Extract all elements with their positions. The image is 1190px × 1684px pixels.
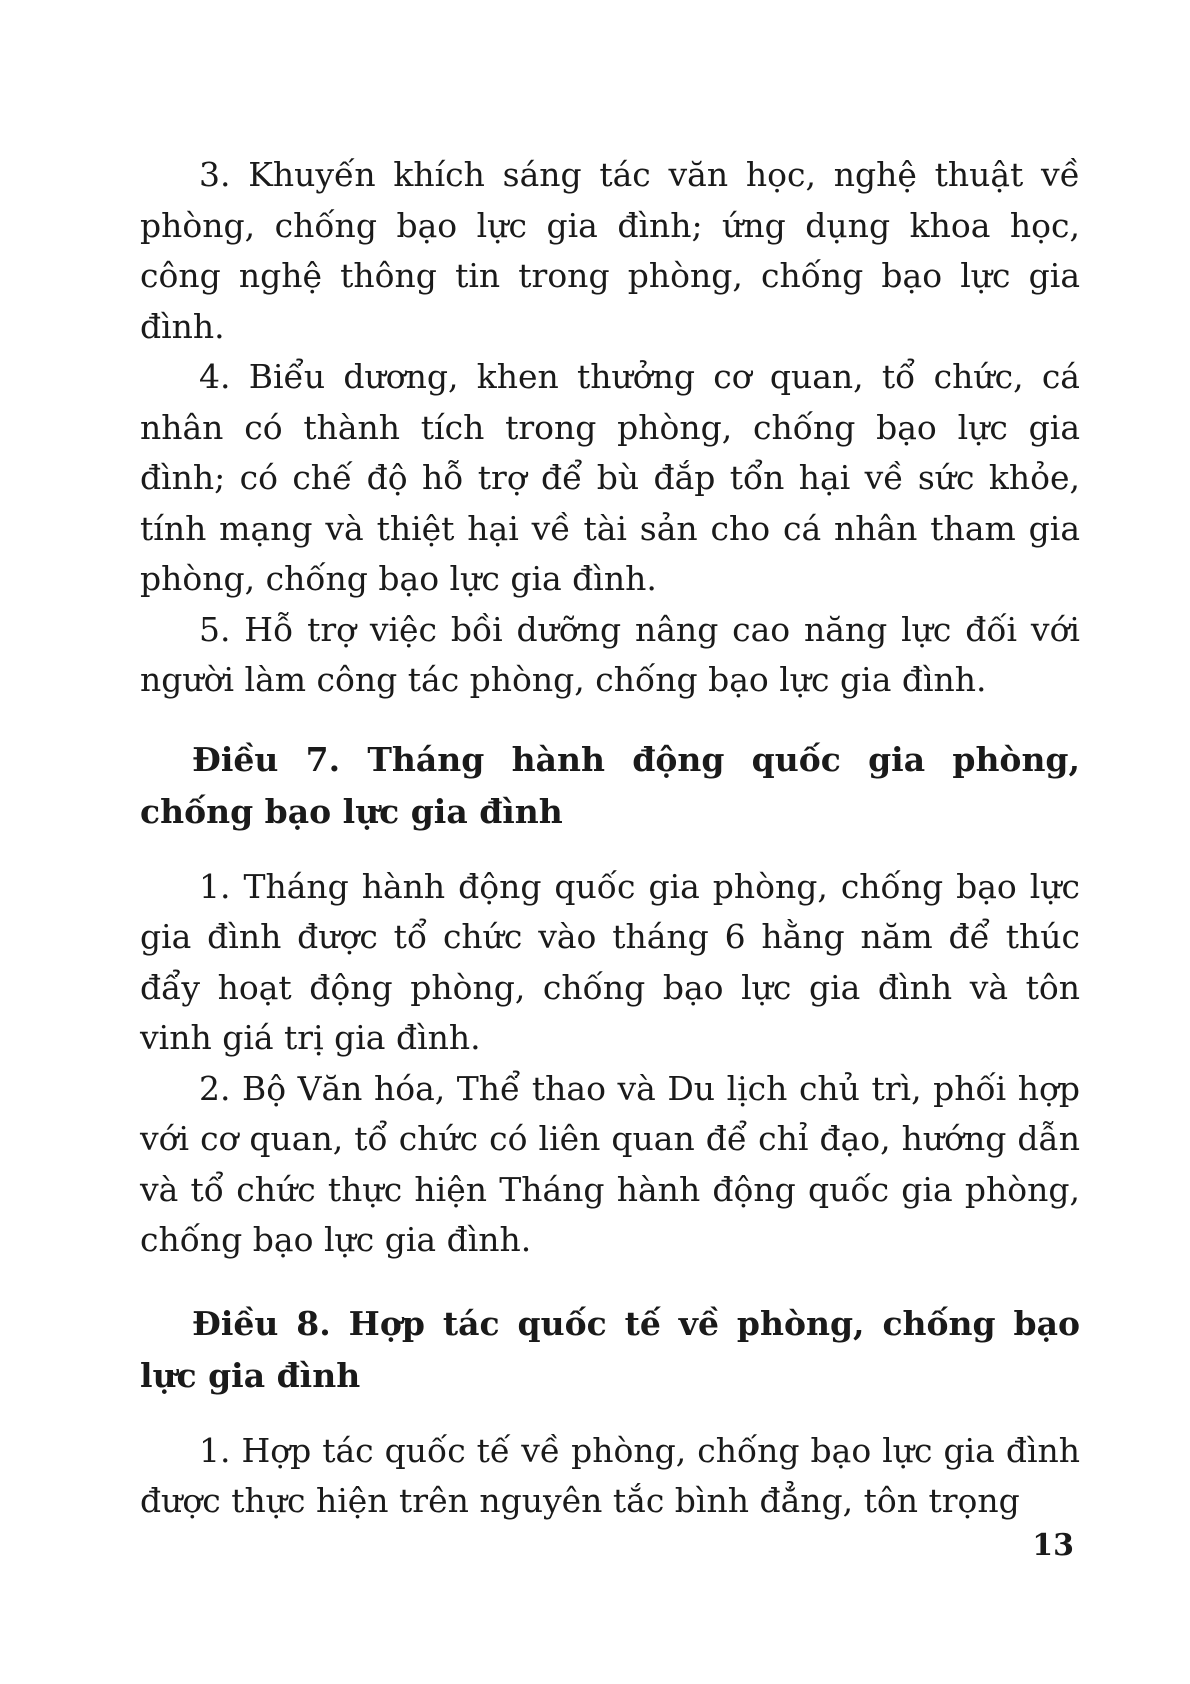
article-7-heading: Điều 7. Tháng hành động quốc gia phòng, chống bạo lực gia đình [140,739,1080,831]
paragraph-item-5: 5. Hỗ trợ việc bồi dưỡng nâng cao năng lực đối với người làm công tác phòng, chống bạo lực gia đình. [140,609,1080,699]
paragraph-item-3: 3. Khuyến khích sáng tác văn học, nghệ thuật về phòng, chống bạo lực gia đình; ứng dụng khoa học, công nghệ thông tin trong phòng, chống bạo lực gia đình. [140,155,1080,346]
article-8-paragraph-1: 1. Hợp tác quốc tế về phòng, chống bạo lực gia đình được thực hiện trên nguyên tắc bình đẳng, tôn trọng [140,1430,1080,1520]
page-number: 13 [1032,1528,1074,1563]
page-content [140,150,1080,1527]
article-8-heading: Điều 8. Hợp tác quốc tế về phòng, chống bạo lực gia đình [140,1303,1080,1395]
paragraph-item-4: 4. Biểu dương, khen thưởng cơ quan, tổ chức, cá nhân có thành tích trong phòng, chống bạo lực gia đình; có chế độ hỗ trợ để bù đắp tổn hại về sức khỏe, tính mạng và thiệt hại về tài sản cho cá nhân tham gia phòng, chống bạo lực gia đình. [140,357,1080,598]
article-7-paragraph-1: 1. Tháng hành động quốc gia phòng, chống bạo lực gia đình được tổ chức vào tháng 6 hằng năm để thúc đẩy hoạt động phòng, chống bạo lực gia đình và tôn vinh giá trị gia đình. [140,866,1080,1057]
article-7-paragraph-2: 2. Bộ Văn hóa, Thể thao và Du lịch chủ trì, phối hợp với cơ quan, tổ chức có liên quan để chỉ đạo, hướng dẫn và tổ chức thực hiện Tháng hành động quốc gia phòng, chống bạo lực gia đình. [140,1068,1080,1259]
